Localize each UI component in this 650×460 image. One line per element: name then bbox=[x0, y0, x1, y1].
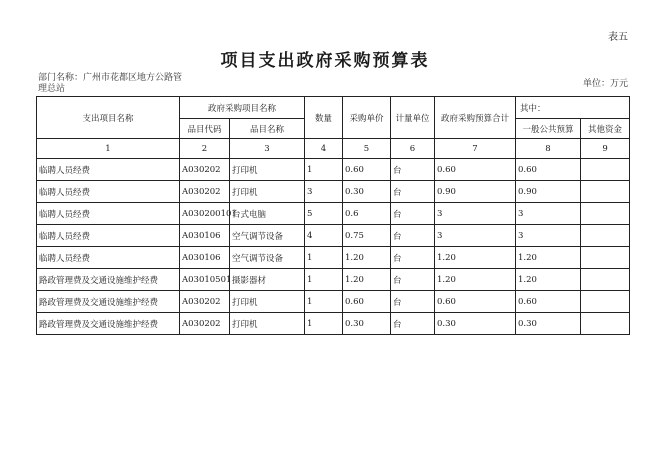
cell-unit-price: 0.30 bbox=[343, 181, 391, 203]
cell-item-code: A030202 bbox=[180, 291, 230, 313]
cell-unit-price: 0.6 bbox=[343, 203, 391, 225]
cell-total: 3 bbox=[435, 203, 516, 225]
cell-public-budget: 3 bbox=[516, 203, 581, 225]
col-number: 7 bbox=[435, 139, 516, 159]
cell-measure-unit: 台 bbox=[391, 269, 435, 291]
cell-item-code: A030202 bbox=[180, 181, 230, 203]
cell-other-funds bbox=[581, 181, 630, 203]
cell-item-code: A03010501 bbox=[180, 269, 230, 291]
cell-total: 1.20 bbox=[435, 269, 516, 291]
cell-item-name: 摄影器材 bbox=[230, 269, 305, 291]
cell-item-code: A030106 bbox=[180, 225, 230, 247]
cell-quantity: 5 bbox=[305, 203, 343, 225]
header-item-code: 品目代码 bbox=[180, 119, 230, 139]
cell-project: 路政管理费及交通设施维护经费 bbox=[37, 313, 180, 335]
cell-item-code: A030200101 bbox=[180, 203, 230, 225]
header-unit-price: 采购单价 bbox=[343, 97, 391, 139]
cell-quantity: 1 bbox=[305, 313, 343, 335]
table-row bbox=[37, 181, 630, 203]
cell-public-budget: 0.60 bbox=[516, 291, 581, 313]
cell-quantity: 1 bbox=[305, 247, 343, 269]
col-number: 3 bbox=[230, 139, 305, 159]
table-row bbox=[37, 203, 630, 225]
cell-unit-price: 0.30 bbox=[343, 313, 391, 335]
col-number: 5 bbox=[343, 139, 391, 159]
cell-item-name: 空气调节设备 bbox=[230, 247, 305, 269]
cell-measure-unit: 台 bbox=[391, 247, 435, 269]
header-item-name: 品目名称 bbox=[230, 119, 305, 139]
cell-measure-unit: 台 bbox=[391, 159, 435, 181]
cell-item-code: A030202 bbox=[180, 313, 230, 335]
col-number: 1 bbox=[37, 139, 180, 159]
cell-public-budget: 0.30 bbox=[516, 313, 581, 335]
cell-quantity: 1 bbox=[305, 291, 343, 313]
header-measure-unit: 计量单位 bbox=[391, 97, 435, 139]
table-row bbox=[37, 291, 630, 313]
table-row bbox=[37, 225, 630, 247]
header-other-funds: 其他资金 bbox=[581, 119, 630, 139]
cell-public-budget: 0.60 bbox=[516, 159, 581, 181]
cell-project: 临聘人员经费 bbox=[37, 203, 180, 225]
cell-unit-price: 0.75 bbox=[343, 225, 391, 247]
table-row bbox=[37, 247, 630, 269]
cell-unit-price: 1.20 bbox=[343, 269, 391, 291]
col-number: 9 bbox=[581, 139, 630, 159]
page-title: 项目支出政府采购预算表 bbox=[220, 51, 430, 71]
cell-public-budget: 0.90 bbox=[516, 181, 581, 203]
cell-project: 临聘人员经费 bbox=[37, 225, 180, 247]
cell-project: 临聘人员经费 bbox=[37, 181, 180, 203]
cell-total: 0.60 bbox=[435, 291, 516, 313]
cell-item-name: 打印机 bbox=[230, 181, 305, 203]
header-of-which: 其中： bbox=[516, 97, 630, 119]
table-row bbox=[37, 313, 630, 335]
cell-unit-price: 0.60 bbox=[343, 159, 391, 181]
cell-quantity: 4 bbox=[305, 225, 343, 247]
cell-item-name: 打印机 bbox=[230, 291, 305, 313]
header-public-budget: 一般公共预算 bbox=[516, 119, 581, 139]
table-number: 表五 bbox=[608, 32, 628, 43]
header-total: 政府采购预算合计 bbox=[435, 97, 516, 139]
cell-other-funds bbox=[581, 225, 630, 247]
cell-public-budget: 1.20 bbox=[516, 247, 581, 269]
col-number: 4 bbox=[305, 139, 343, 159]
cell-item-name: 打印机 bbox=[230, 313, 305, 335]
table-row bbox=[37, 269, 630, 291]
cell-public-budget: 3 bbox=[516, 225, 581, 247]
cell-total: 3 bbox=[435, 225, 516, 247]
col-number: 8 bbox=[516, 139, 581, 159]
cell-project: 路政管理费及交通设施维护经费 bbox=[37, 291, 180, 313]
cell-quantity: 1 bbox=[305, 269, 343, 291]
col-number: 2 bbox=[180, 139, 230, 159]
header-project-name: 支出项目名称 bbox=[37, 97, 180, 139]
cell-other-funds bbox=[581, 247, 630, 269]
col-number: 6 bbox=[391, 139, 435, 159]
cell-public-budget: 1.20 bbox=[516, 269, 581, 291]
column-number-row bbox=[37, 139, 630, 159]
budget-table bbox=[36, 96, 630, 335]
cell-item-name: 空气调节设备 bbox=[230, 225, 305, 247]
cell-measure-unit: 台 bbox=[391, 203, 435, 225]
cell-measure-unit: 台 bbox=[391, 225, 435, 247]
cell-project: 临聘人员经费 bbox=[37, 247, 180, 269]
cell-total: 0.60 bbox=[435, 159, 516, 181]
cell-other-funds bbox=[581, 291, 630, 313]
cell-other-funds bbox=[581, 159, 630, 181]
cell-quantity: 3 bbox=[305, 181, 343, 203]
unit-label: 单位：万元 bbox=[582, 79, 628, 89]
cell-total: 0.30 bbox=[435, 313, 516, 335]
cell-item-code: A030202 bbox=[180, 159, 230, 181]
header-quantity: 数量 bbox=[305, 97, 343, 139]
cell-unit-price: 1.20 bbox=[343, 247, 391, 269]
cell-project: 路政管理费及交通设施维护经费 bbox=[37, 269, 180, 291]
cell-other-funds bbox=[581, 313, 630, 335]
cell-unit-price: 0.60 bbox=[343, 291, 391, 313]
cell-measure-unit: 台 bbox=[391, 291, 435, 313]
cell-other-funds bbox=[581, 269, 630, 291]
cell-quantity: 1 bbox=[305, 159, 343, 181]
cell-other-funds bbox=[581, 203, 630, 225]
table-row bbox=[37, 159, 630, 181]
department-label: 部门名称：广州市花都区地方公路管理总站 bbox=[38, 73, 183, 94]
cell-total: 1.20 bbox=[435, 247, 516, 269]
cell-item-name: 打印机 bbox=[230, 159, 305, 181]
cell-measure-unit: 台 bbox=[391, 313, 435, 335]
cell-measure-unit: 台 bbox=[391, 181, 435, 203]
cell-item-name: 台式电脑 bbox=[230, 203, 305, 225]
cell-project: 临聘人员经费 bbox=[37, 159, 180, 181]
cell-item-code: A030106 bbox=[180, 247, 230, 269]
header-gov-procurement: 政府采购项目名称 bbox=[180, 97, 305, 119]
cell-total: 0.90 bbox=[435, 181, 516, 203]
